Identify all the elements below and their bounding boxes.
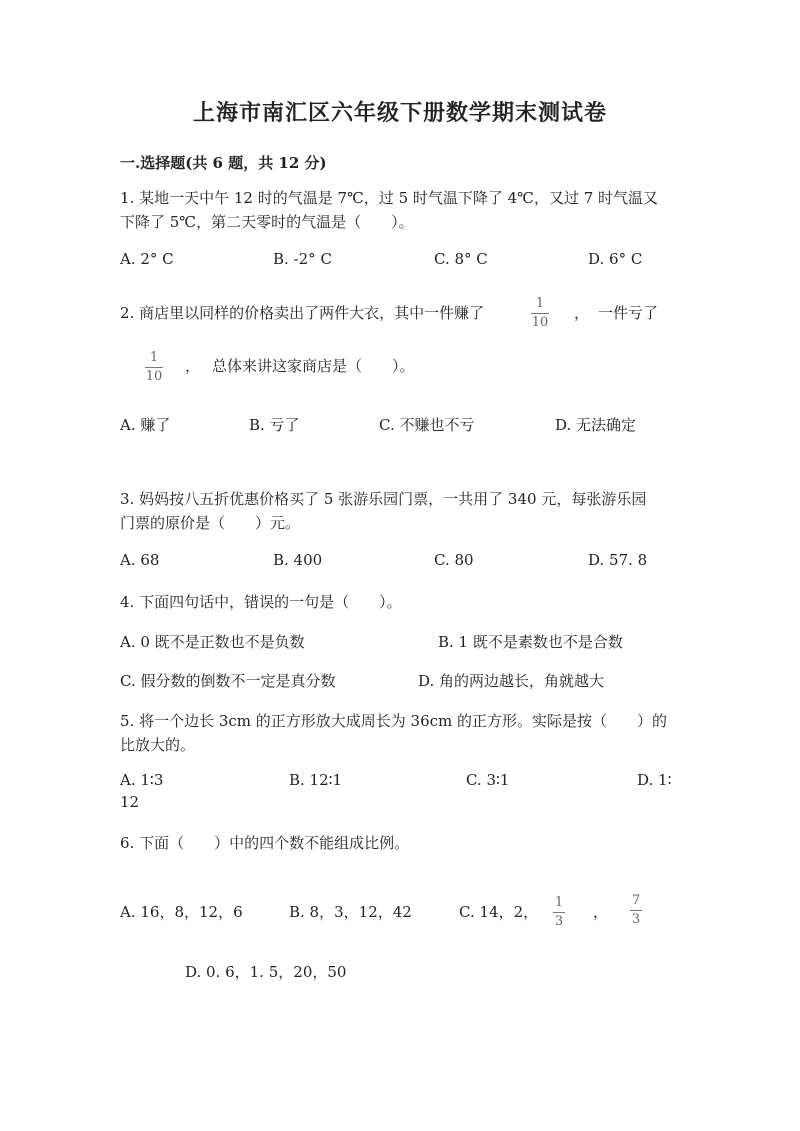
question-2-fraction-1: [531, 296, 549, 331]
question-6-option-b: B. 8，3，12，42: [289, 903, 412, 921]
question-6-option-c: C. 14，2，: [459, 903, 539, 921]
question-1-option-c: C. 8° C: [434, 250, 488, 268]
fraction-bar: [145, 367, 163, 368]
fraction-numerator: 1: [535, 296, 545, 311]
fraction-numerator: 7: [631, 893, 641, 908]
question-6-option-d: D. 0. 6，1. 5，20，50: [185, 963, 347, 981]
fraction-denominator: 3: [631, 912, 641, 927]
fraction-bar: [553, 912, 565, 913]
question-5-option-d-wrap: 12: [120, 793, 140, 811]
question-1-option-a: A. 2° C: [120, 250, 174, 268]
question-4-option-d: D. 角的两边越长，角就越大: [418, 672, 605, 690]
question-1-option-d: D. 6° C: [588, 250, 643, 268]
question-2-text-1: 2. 商店里以同样的价格卖出了两件大衣，其中一件赚了: [120, 304, 485, 322]
fraction-denominator: 10: [531, 315, 549, 330]
question-1-line-1: 1. 某地一天中午 12 时的气温是 7℃，过 5 时气温下降了 4℃，又过 7 时气温又: [120, 189, 659, 207]
question-1-line-2: 下降了 5℃，第二天零时的气温是（ ）。: [120, 213, 414, 231]
question-2-option-c: C. 不赚也不亏: [379, 416, 475, 434]
question-2-comma-2: ，: [185, 357, 201, 375]
question-5-line-2: 比放大的。: [120, 736, 196, 754]
question-2-option-a: A. 赚了: [120, 416, 171, 434]
fraction-numerator: 1: [149, 350, 159, 365]
question-5-option-c: C. 3∶1: [466, 771, 510, 789]
question-1-option-b: B. -2° C: [273, 250, 332, 268]
question-3-option-c: C. 80: [434, 551, 474, 569]
question-6-fraction-2: [630, 893, 642, 928]
question-2-option-b: B. 亏了: [249, 416, 300, 434]
question-3-option-b: B. 400: [273, 551, 323, 569]
fraction-denominator: 10: [145, 369, 163, 384]
fraction-bar: [630, 910, 642, 911]
question-6-line-1: 6. 下面（ ）中的四个数不能组成比例。: [120, 834, 410, 852]
question-2-comma-1: ，: [574, 304, 590, 322]
question-4-line-1: 4. 下面四句话中，错误的一句是（ ）。: [120, 593, 402, 611]
section-heading: 一.选择题(共 6 题，共 12 分): [120, 154, 327, 172]
question-5-option-a: A. 1∶3: [120, 771, 164, 789]
fraction-numerator: 1: [554, 895, 564, 910]
fraction-denominator: 3: [554, 914, 564, 929]
question-6-option-a: A. 16，8，12，6: [120, 903, 243, 921]
question-4-option-c: C. 假分数的倒数不一定是真分数: [120, 672, 336, 690]
question-6-fraction-1: [553, 895, 565, 930]
question-3-option-d: D. 57. 8: [588, 551, 648, 569]
question-6-comma: ，: [593, 903, 609, 921]
question-3-line-1: 3. 妈妈按八五折优惠价格买了 5 张游乐园门票，一共用了 340 元，每张游乐园: [120, 490, 647, 508]
question-2-text-2: 一件亏了: [598, 304, 659, 322]
page-title: 上海市南汇区六年级下册数学期末测试卷: [192, 100, 607, 126]
question-2-fraction-2: [145, 350, 163, 385]
question-2-option-d: D. 无法确定: [555, 416, 637, 434]
question-5-option-d: D. 1∶: [637, 771, 672, 789]
question-3-line-2: 门票的原价是（ ）元。: [120, 514, 301, 532]
fraction-bar: [531, 313, 549, 314]
question-4-option-a: A. 0 既不是正数也不是负数: [120, 633, 305, 651]
question-5-line-1: 5. 将一个边长 3cm 的正方形放大成周长为 36cm 的正方形。实际是按（ ）的: [120, 712, 668, 730]
question-3-option-a: A. 68: [120, 551, 160, 569]
question-2-text-3: 总体来讲这家商店是（ ）。: [212, 357, 415, 375]
question-4-option-b: B. 1 既不是素数也不是合数: [438, 633, 623, 651]
question-5-option-b: B. 12∶1: [289, 771, 343, 789]
